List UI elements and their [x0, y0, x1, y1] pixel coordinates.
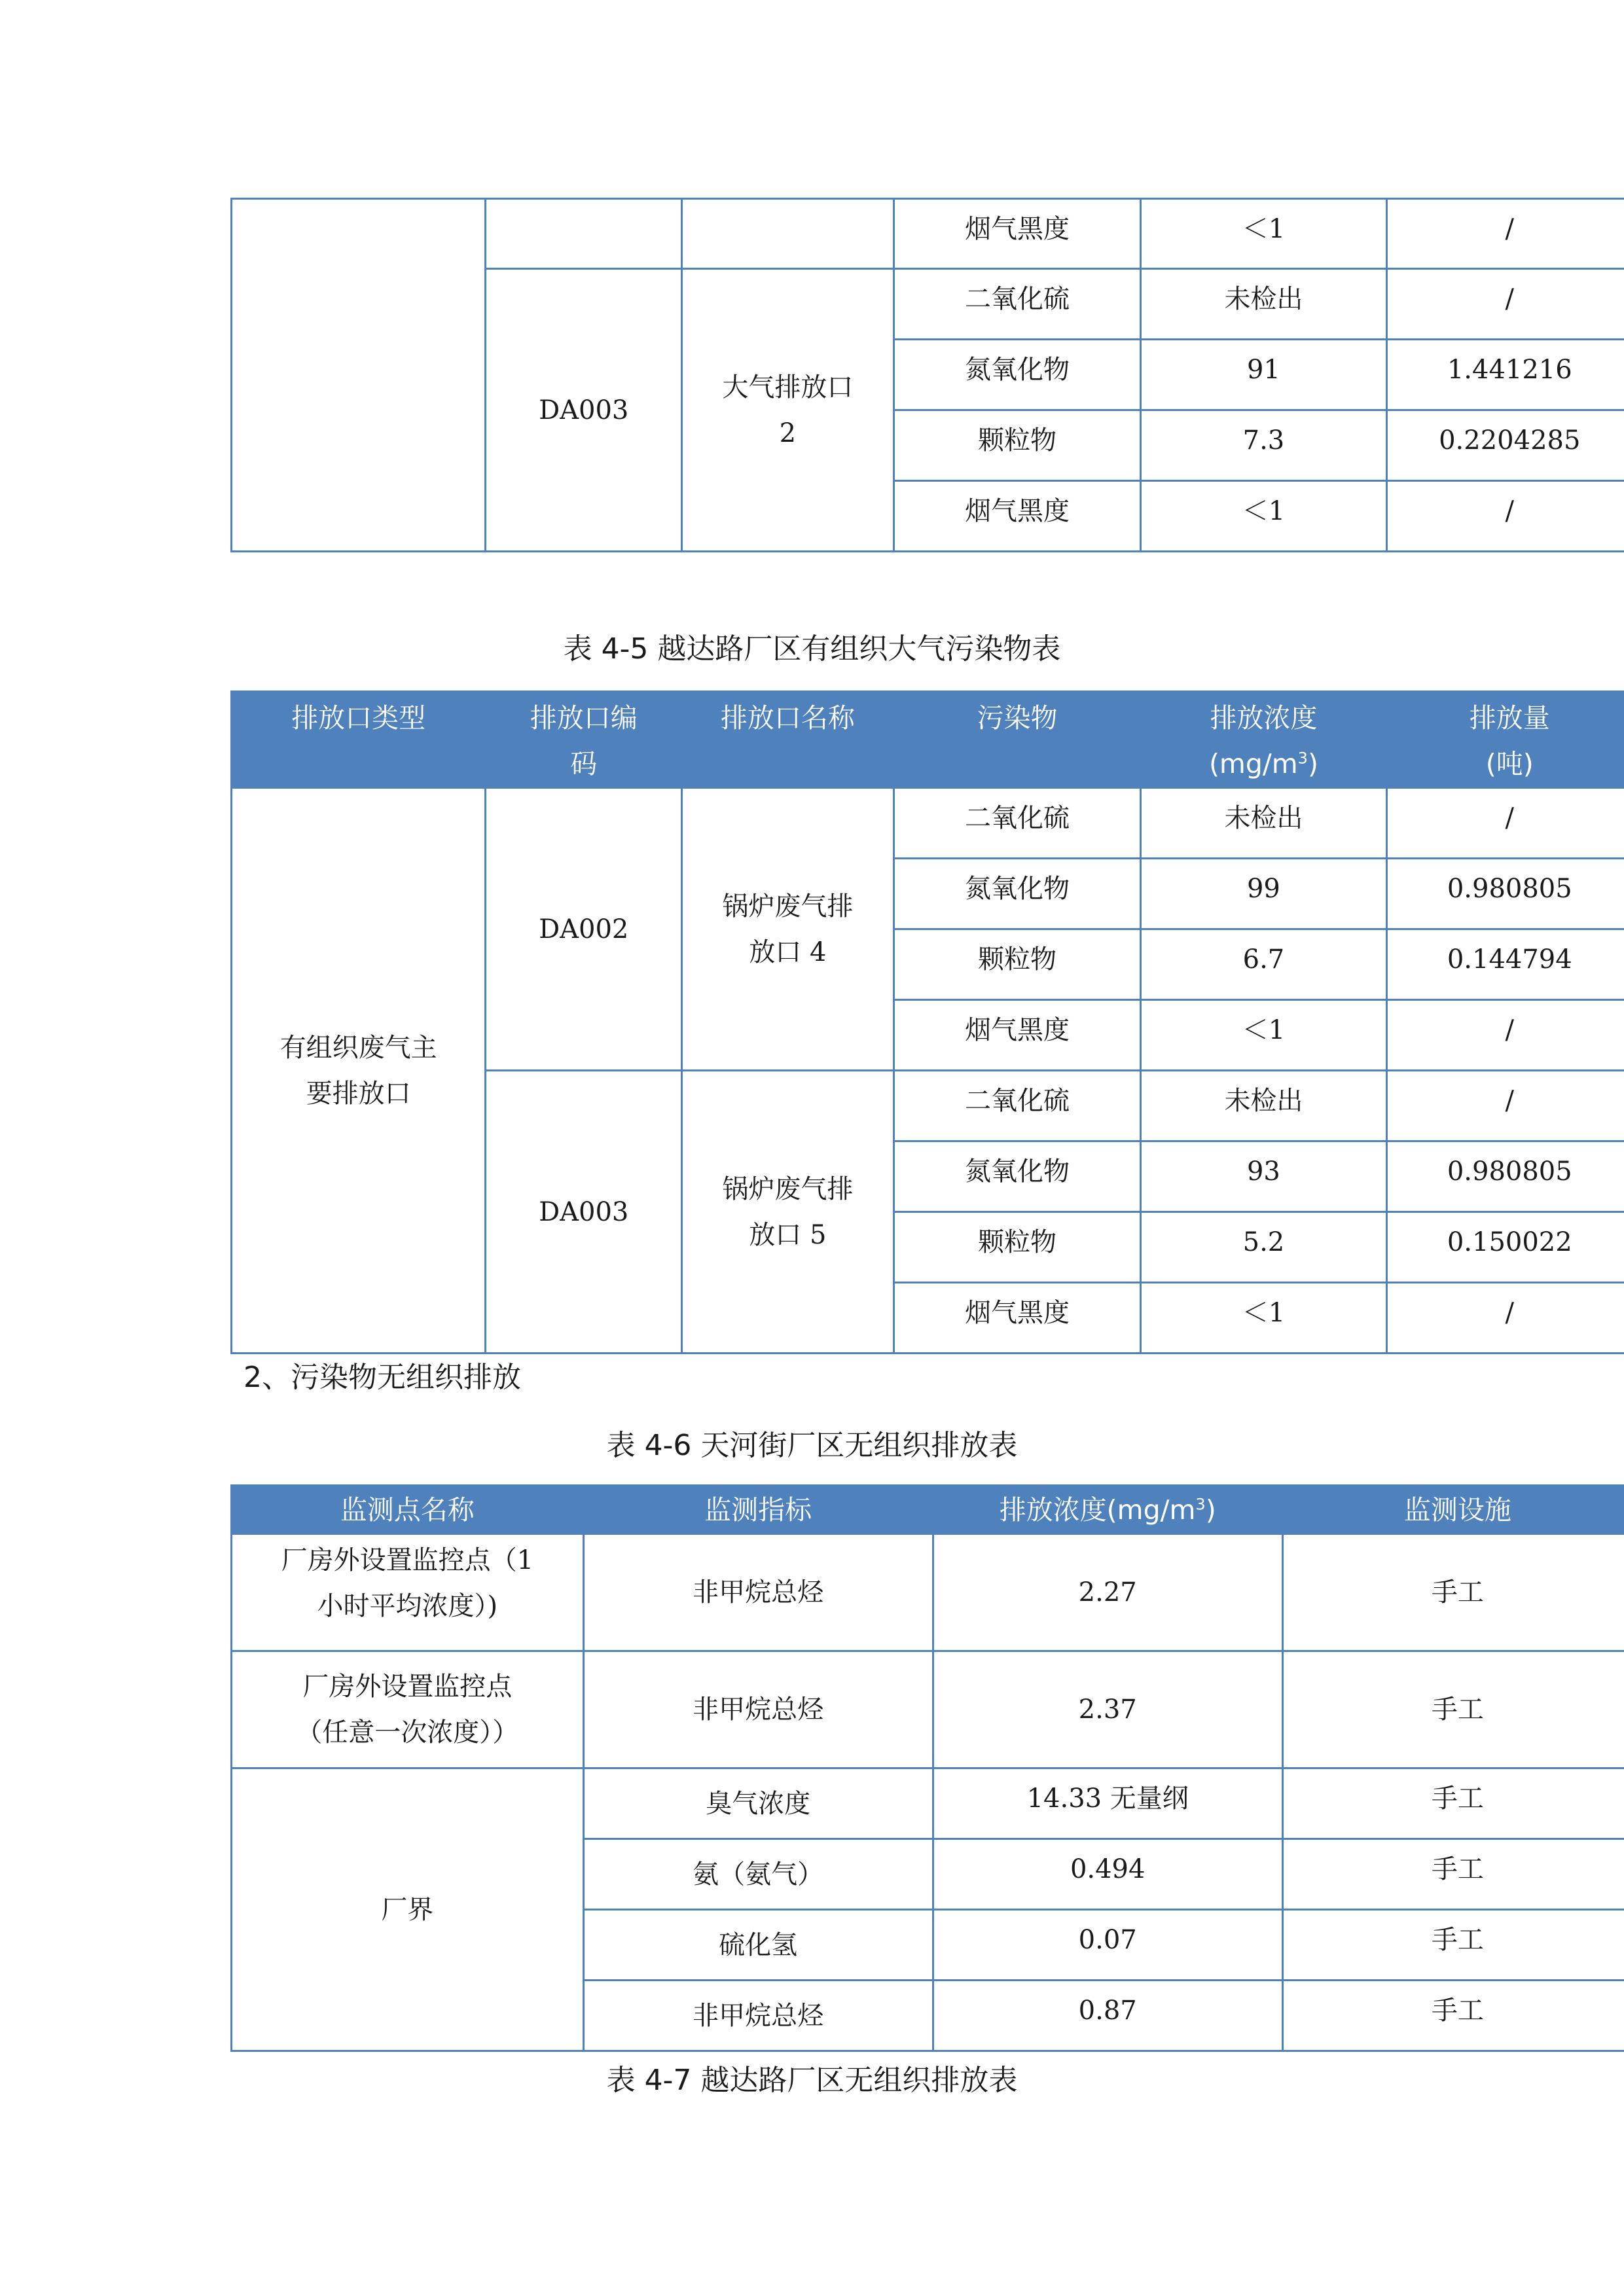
cell-name [682, 199, 894, 269]
cell-amount: / [1386, 788, 1624, 859]
cell-conc: 14.33 无量纲 [933, 1768, 1282, 1839]
caption-table-4-5: 表 4-5 越达路厂区有组织大气污染物表 [563, 632, 1061, 666]
cell-indicator: 非甲烷总烃 [583, 1981, 933, 2051]
header-conc [933, 1486, 1282, 1534]
header-conc-line-2: (mg/m [1208, 748, 1298, 780]
cell-pollutant: 烟气黑度 [893, 481, 1141, 552]
name-line-1: 锅炉废气排 [722, 891, 854, 922]
cell-amount: / [1386, 1000, 1624, 1071]
name-line-2: 放口 5 [749, 1219, 827, 1250]
cell-pollutant: 二氧化硫 [893, 269, 1141, 340]
cell-conc: ＜1 [1141, 481, 1386, 552]
cell-name [682, 269, 894, 552]
cell-amount: 0.980805 [1386, 1141, 1624, 1212]
cell-indicator: 臭气浓度 [583, 1768, 933, 1839]
header-indicator: 监测指标 [583, 1486, 933, 1534]
cell-code: DA003 [486, 1071, 682, 1354]
cell-code: DA002 [486, 788, 682, 1071]
cell-amount: / [1386, 481, 1624, 552]
header-amount [1386, 692, 1624, 788]
cell-indicator: 非甲烷总烃 [583, 1651, 933, 1768]
cell-pollutant: 颗粒物 [893, 1212, 1141, 1283]
point-line-2: 小时平均浓度）) [317, 1591, 498, 1621]
cell-pollutant: 颗粒物 [893, 929, 1141, 1000]
cell-conc: 0.07 [933, 1910, 1282, 1981]
name-line-2: 2 [779, 418, 797, 448]
header-code-line-1: 排放口编 [530, 702, 638, 734]
cell-facility: 手工 [1282, 1981, 1624, 2051]
cell-pollutant: 氮氧化物 [893, 340, 1141, 410]
cell-amount: 1.441216 [1386, 340, 1624, 410]
header-conc-text: 排放浓度(mg/m [999, 1494, 1196, 1526]
header-conc-end: ) [1307, 748, 1318, 780]
cell-conc: ＜1 [1141, 1000, 1386, 1071]
header-conc-sup: 3 [1297, 749, 1308, 768]
cell-pollutant: 烟气黑度 [893, 1000, 1141, 1071]
cell-amount: 0.2204285 [1386, 410, 1624, 481]
cell-conc: 91 [1141, 340, 1386, 410]
cell-indicator: 非甲烷总烃 [583, 1534, 933, 1651]
cell-code [486, 199, 682, 269]
cell-conc: 未检出 [1141, 1071, 1386, 1141]
point-line-1: 厂房外设置监控点（1 [281, 1545, 534, 1575]
cell-amount: / [1386, 1283, 1624, 1354]
name-line-1: 锅炉废气排 [722, 1174, 854, 1204]
cell-conc: 6.7 [1141, 929, 1386, 1000]
header-facility: 监测设施 [1282, 1486, 1624, 1534]
type-line-1: 有组织废气主 [280, 1032, 437, 1063]
header-conc-sup: 3 [1195, 1494, 1206, 1513]
cell-conc: 0.87 [933, 1981, 1282, 2051]
cell-conc: 2.27 [933, 1534, 1282, 1651]
name-line-1: 大气排放口 [722, 372, 854, 403]
cell-name [682, 788, 894, 1071]
cell-conc: 未检出 [1141, 269, 1386, 340]
cell-amount: 0.150022 [1386, 1212, 1624, 1283]
section-heading: 2、污染物无组织排放 [244, 1361, 521, 1394]
header-pollutant: 污染物 [893, 692, 1141, 788]
header-point: 监测点名称 [232, 1486, 584, 1534]
table-top-continuation [230, 198, 1624, 552]
header-name: 排放口名称 [682, 692, 894, 788]
cell-amount: / [1386, 199, 1624, 269]
cell-name [682, 1071, 894, 1354]
caption-table-4-6: 表 4-6 天河街厂区无组织排放表 [606, 1429, 1018, 1462]
cell-conc: 93 [1141, 1141, 1386, 1212]
header-conc-line-1: 排放浓度 [1210, 702, 1318, 734]
cell-pollutant: 二氧化硫 [893, 788, 1141, 859]
cell-pollutant: 二氧化硫 [893, 1071, 1141, 1141]
cell-indicator: 氨（氨气） [583, 1839, 933, 1910]
cell-pollutant: 烟气黑度 [893, 1283, 1141, 1354]
cell-type [232, 199, 486, 552]
cell-facility: 手工 [1282, 1534, 1624, 1651]
cell-conc: 99 [1141, 859, 1386, 929]
header-code [486, 692, 682, 788]
cell-boundary: 厂界 [232, 1768, 584, 2051]
header-conc-end: ) [1205, 1494, 1216, 1526]
header-amount-line-2: (吨) [1485, 748, 1534, 780]
cell-amount: 0.144794 [1386, 929, 1624, 1000]
table-4-5 [230, 691, 1624, 1354]
cell-amount: 0.980805 [1386, 859, 1624, 929]
cell-point [232, 1534, 584, 1651]
header-amount-line-1: 排放量 [1469, 702, 1550, 734]
cell-conc: ＜1 [1141, 199, 1386, 269]
cell-facility: 手工 [1282, 1651, 1624, 1768]
cell-conc: 5.2 [1141, 1212, 1386, 1283]
cell-amount: / [1386, 269, 1624, 340]
point-line-2: （任意一次浓度）） [296, 1717, 519, 1748]
cell-facility: 手工 [1282, 1839, 1624, 1910]
caption-table-4-7: 表 4-7 越达路厂区无组织排放表 [606, 2064, 1018, 2097]
cell-pollutant: 颗粒物 [893, 410, 1141, 481]
point-line-1: 厂房外设置监控点 [302, 1672, 513, 1702]
cell-type [232, 788, 486, 1354]
header-conc [1141, 692, 1386, 788]
cell-amount: / [1386, 1071, 1624, 1141]
type-line-2: 要排放口 [306, 1078, 411, 1109]
cell-conc: 7.3 [1141, 410, 1386, 481]
cell-indicator: 硫化氢 [583, 1910, 933, 1981]
cell-pollutant: 氮氧化物 [893, 1141, 1141, 1212]
cell-code: DA003 [486, 269, 682, 552]
header-type: 排放口类型 [232, 692, 486, 788]
header-code-line-2: 码 [570, 748, 598, 780]
cell-point [232, 1651, 584, 1768]
table-4-6 [230, 1484, 1624, 2052]
cell-facility: 手工 [1282, 1768, 1624, 1839]
name-line-2: 放口 4 [749, 937, 827, 967]
cell-conc: 未检出 [1141, 788, 1386, 859]
cell-conc: 0.494 [933, 1839, 1282, 1910]
cell-conc: 2.37 [933, 1651, 1282, 1768]
cell-conc: ＜1 [1141, 1283, 1386, 1354]
cell-facility: 手工 [1282, 1910, 1624, 1981]
cell-pollutant: 烟气黑度 [893, 199, 1141, 269]
cell-pollutant: 氮氧化物 [893, 859, 1141, 929]
